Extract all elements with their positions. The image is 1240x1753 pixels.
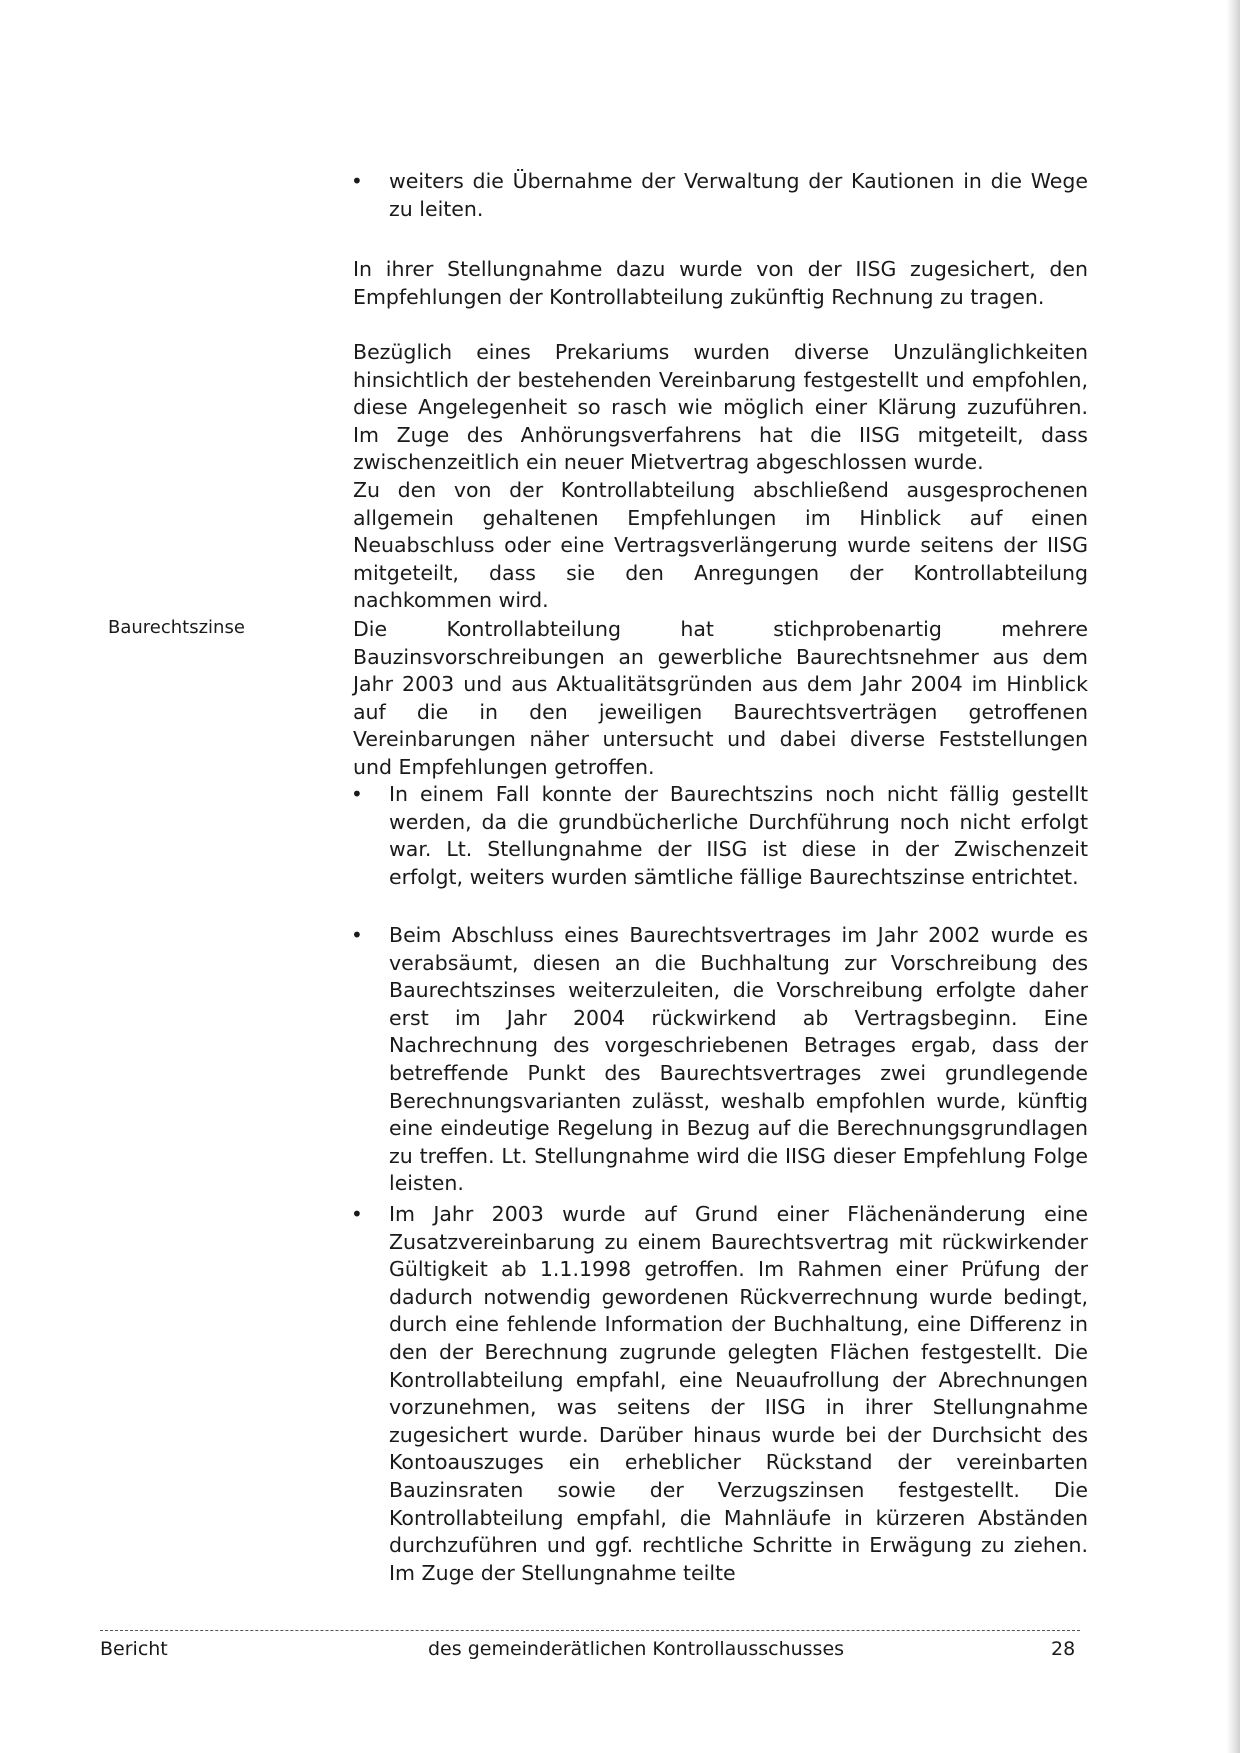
bullet-item-zusatzvereinbarung-2003 xyxy=(353,1201,1088,1587)
paragraph-text: Bezüglich eines Prekariums wurden diverse Unzulänglichkeiten hinsichtlich der bestehenden Vereinbarung festgestellt und empfohlen, diese Angelegenheit so rasch wie möglich einer Klärung zuzuführen. Im Zuge des Anhörungsverfahrens hat die IISG mitgeteilt, dass zwischenzeitlich ein neuer Mietvertrag abgeschlossen wurde. xyxy=(353,340,1088,475)
bullet-text: Beim Abschluss eines Baurechtsvertrages im Jahr 2002 wurde es verabsäumt, diesen an die Buchhaltung zur Vorschreibung des Baurechtszinses weiterzuleiten, die Vorschreibung erfolgte daher erst im Jahr 2004 rückwirkend ab Vertragsbeginn. Eine Nachrechnung des vorgeschriebenen Betrages ergab, dass der betreffende Punkt des Baurechtsvertrages zwei grundlegende Berechnungsvarianten zulässt, weshalb empfohlen wurde, künftig eine eindeutige Regelung in Bezug auf die Berechnungsgrundlagen zu treffen. Lt. Stellungnahme wird die IISG dieser Empfehlung Folge leisten. xyxy=(389,923,1088,1196)
bullet-dot: • xyxy=(351,1202,363,1226)
bullet-dot: • xyxy=(351,782,363,806)
paragraph-text: In ihrer Stellungnahme dazu wurde von der IISG zugesichert, den Empfehlungen der Kontrollabteilung zukünftig Rechnung zu tragen. xyxy=(353,257,1088,309)
paragraph-stellungnahme xyxy=(353,256,1088,311)
paragraph-prekarium xyxy=(353,339,1088,615)
footer-divider xyxy=(100,1630,1080,1631)
margin-label-baurechtszinse: Baurechtszinse xyxy=(108,617,245,638)
page-number: 28 xyxy=(1051,1638,1076,1660)
paragraph-text: Zu den von der Kontrollabteilung abschließend ausgesprochenen allgemein gehaltenen Empfehlungen im Hinblick auf einen Neuabschluss oder eine Vertragsverlängerung wurde seitens der IISG mitgeteilt, dass sie den Anregungen der Kontrollabteilung nachkommen wird. xyxy=(353,477,1088,613)
scan-edge-shadow xyxy=(1226,0,1240,1753)
bullet-text: weiters die Übernahme der Verwaltung der Kautionen in die Wege zu leiten. xyxy=(389,169,1088,221)
bullet-dot: • xyxy=(351,923,363,947)
bullet-dot: • xyxy=(351,169,363,193)
footer-center: des gemeinderätlichen Kontrollausschusses xyxy=(428,1638,845,1660)
footer-left: Bericht xyxy=(100,1638,168,1660)
bullet-text: Im Jahr 2003 wurde auf Grund einer Flächenänderung eine Zusatzvereinbarung zu einem Baurechtsvertrag mit rückwirkender Gültigkeit ab 1.1.1998 getroffen. Im Rahmen einer Prüfung der dadurch notwendig gewordenen Rückverrechnung wurde bedingt, durch eine fehlende Information der Buchhaltung, eine Differenz in den der Berechnung zugrunde gelegten Flächen festgestellt. Die Kontrollabteilung empfahl, eine Neuaufrollung der Abrechnungen vorzunehmen, was seitens der IISG in ihrer Stellungnahme zugesichert wurde. Darüber hinaus wurde bei der Durchsicht des Kontoauszuges ein erheblicher Rückstand der vereinbarten Bauzinsraten sowie der Verzugszinsen festgestellt. Die Kontrollabteilung empfahl, die Mahnläufe in kürzeren Abständen durchzuführen und ggf. rechtliche Schritte in Erwägung zu ziehen. Im Zuge der Stellungnahme teilte xyxy=(389,1202,1088,1585)
paragraph-baurechtszinse-intro xyxy=(353,616,1088,782)
bullet-item-kautionen xyxy=(353,168,1088,223)
bullet-item-baurechtsvertrag-2002 xyxy=(353,922,1088,1198)
paragraph-text: Die Kontrollabteilung hat stichprobenartig mehrere Bauzinsvorschreibungen an gewerbliche Baurechtsnehmer aus dem Jahr 2003 und aus Aktualitätsgründen aus dem Jahr 2004 im Hinblick auf die in den jeweiligen Baurechtsverträgen getroffenen Vereinbarungen näher untersucht und dabei diverse Feststellungen und Empfehlungen getroffen. xyxy=(353,617,1088,779)
bullet-text: In einem Fall konnte der Baurechtszins noch nicht fällig gestellt werden, da die grundbücherliche Durchführung noch nicht erfolgt war. Lt. Stellungnahme der IISG ist diese in der Zwischenzeit erfolgt, weiters wurden sämtliche fällige Baurechtszinse entrichtet. xyxy=(389,782,1088,889)
bullet-item-faelligstellung xyxy=(353,781,1088,891)
